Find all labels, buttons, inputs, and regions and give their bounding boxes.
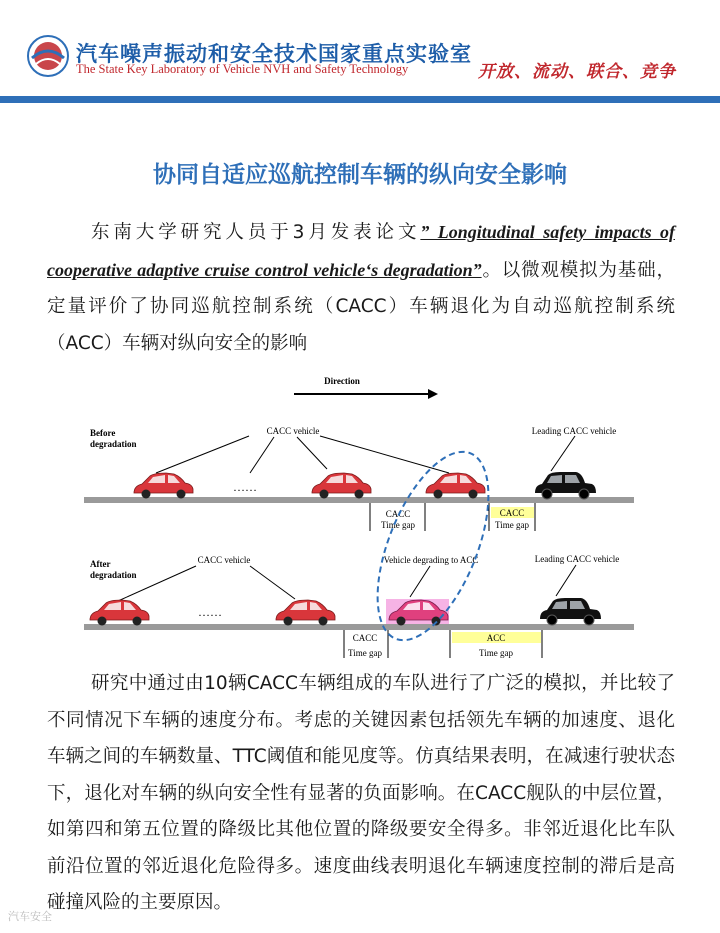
after-label-1: After: [90, 559, 111, 569]
car-red: [134, 473, 193, 499]
after-cacc-label: CACC vehicle: [197, 555, 251, 565]
pointer-line: [250, 437, 274, 473]
pointer-line: [410, 566, 430, 597]
intro-paragraph: [47, 214, 675, 362]
ellipsis-top: ……: [233, 480, 257, 494]
intro-prefix: 东南大学研究人员于3月发表论文: [91, 222, 421, 243]
degradation-diagram: [84, 370, 644, 660]
intro-suffix: 。以微观模拟为基础，定量评价了协同巡航控制系统（CACC）车辆退化为自动巡航控制系统（ACC）车辆对纵向安全的影响: [47, 259, 675, 354]
lab-name-en: The State Key Laboratory of Vehicle NVH and Safety Technology: [76, 62, 409, 76]
car-red: [426, 473, 485, 499]
gap-label-cacc: CACC: [352, 633, 378, 643]
gap-label-cacc: CACC: [499, 508, 525, 518]
pointer-line: [156, 436, 249, 473]
gap-label-cacc: CACC: [385, 509, 411, 519]
car-black-leading: [535, 472, 596, 499]
article-title: 协同自适应巡航控制车辆的纵向安全影响: [153, 162, 567, 188]
pointer-line: [250, 566, 295, 599]
car-red: [276, 600, 335, 626]
lab-logo: [26, 34, 70, 78]
paper-title-link: ” Longitudinal safety impacts of cooperative adaptive cruise control vehicle‘s degradation”: [47, 222, 675, 280]
before-label-2: degradation: [90, 439, 137, 449]
direction-label: Direction: [324, 376, 360, 386]
after-label-2: degradation: [90, 570, 137, 580]
after-leading-label: Leading CACC vehicle: [534, 554, 620, 564]
car-red: [312, 473, 371, 499]
after-degrading-label: Vehicle degrading to ACC: [383, 555, 479, 565]
direction-arrowhead: [428, 389, 438, 399]
gap-label-acc: ACC: [486, 633, 506, 643]
ellipsis-bottom: ……: [198, 605, 222, 619]
lab-name-cn: 汽车噪声振动和安全技术国家重点实验室: [76, 42, 472, 66]
pointer-line: [297, 437, 327, 469]
car-red: [90, 600, 149, 626]
gap-label-timegap: Time gap: [381, 520, 415, 530]
car-black-leading: [540, 598, 601, 625]
before-leading-label: Leading CACC vehicle: [531, 426, 617, 436]
lab-slogan: 开放、流动、联合、竞争: [478, 62, 676, 82]
pointer-line: [556, 565, 576, 596]
watermark: 汽车安全: [8, 910, 52, 923]
findings-paragraph: 研究中通过由10辆CACC车辆组成的车队进行了广泛的模拟，并比较了不同情况下车辆的速度分布。考虑的关键因素包括领先车辆的加速度、退化车辆之间的车辆数量、TTC阈值和能见度等。仿真结果表明，在减速行驶状态下，退化对车辆的纵向安全性有显著的负面影响。在CACC舰队的中层位置，如第四和第五位置的降级比其他位置的降级要安全得多。非邻近退化比车队前沿位置的邻近退化危险得多。速度曲线表明退化车辆速度控制的滞后是高碰撞风险的主要原因。: [47, 673, 675, 913]
before-label-1: Before: [90, 428, 116, 438]
pointer-line: [551, 436, 575, 471]
before-cacc-label: CACC vehicle: [266, 426, 320, 436]
page-header: [0, 0, 720, 104]
gap-label-timegap: Time gap: [348, 648, 382, 658]
pointer-line: [320, 436, 449, 473]
header-divider: [0, 96, 720, 103]
gap-label-timegap: Time gap: [495, 520, 529, 530]
gap-label-timegap: Time gap: [479, 648, 513, 658]
